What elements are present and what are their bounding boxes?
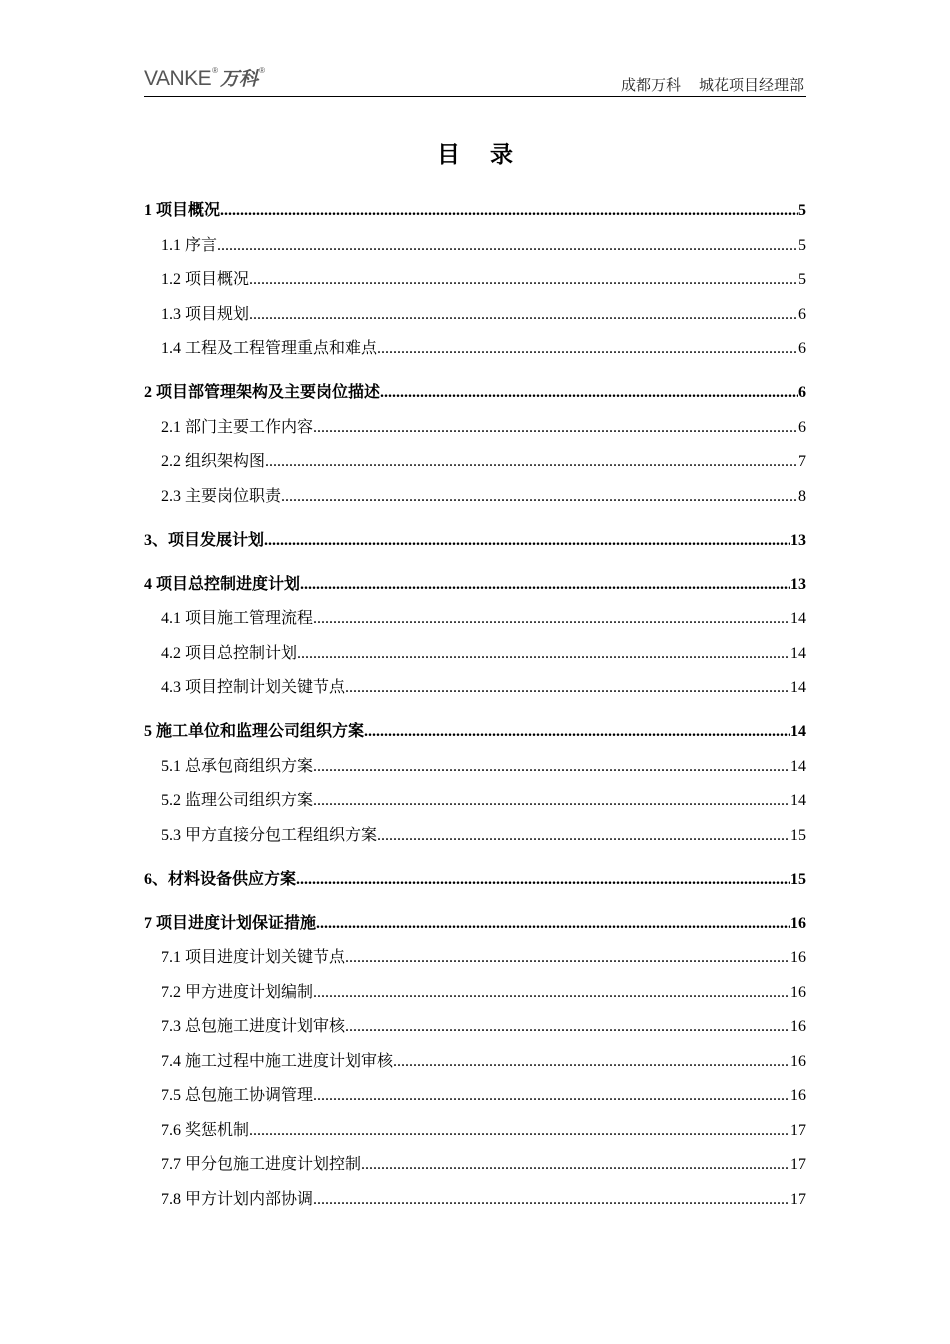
toc-dot-leader bbox=[249, 271, 798, 289]
vanke-logo bbox=[144, 66, 267, 94]
page-header bbox=[144, 64, 806, 97]
toc-entry-title: 1.2 项目概况 bbox=[161, 271, 250, 288]
toc-section-entry[interactable] bbox=[144, 1117, 806, 1140]
toc-entry-title: 7 项目进度计划保证措施 bbox=[144, 915, 317, 932]
toc-page-number: 17 bbox=[790, 1156, 806, 1173]
toc-page-number: 16 bbox=[790, 915, 806, 932]
toc-chapter-entry[interactable] bbox=[144, 197, 806, 220]
toc-page-number: 6 bbox=[798, 384, 806, 401]
toc-entry-title: 7.8 甲方计划内部协调 bbox=[161, 1191, 314, 1208]
logo-chinese: 万科 bbox=[220, 68, 259, 90]
toc-page-number: 5 bbox=[798, 237, 806, 254]
toc-page-number: 16 bbox=[790, 949, 806, 966]
toc-page-number: 14 bbox=[790, 758, 806, 775]
toc-page-number: 13 bbox=[790, 532, 806, 549]
toc-page-number: 13 bbox=[790, 576, 806, 593]
toc-dot-leader bbox=[345, 949, 790, 967]
toc-dot-leader bbox=[364, 723, 790, 741]
toc-dot-leader bbox=[345, 1018, 790, 1036]
toc-entry-title: 4 项目总控制进度计划 bbox=[144, 576, 301, 593]
toc-page-number: 16 bbox=[790, 1018, 806, 1035]
toc-dot-leader bbox=[249, 1122, 790, 1140]
toc-page-number: 6 bbox=[798, 419, 806, 436]
toc-dot-leader bbox=[220, 202, 798, 220]
toc-section-entry[interactable] bbox=[144, 1082, 806, 1105]
toc-page-number: 6 bbox=[798, 306, 806, 323]
toc-dot-leader bbox=[217, 237, 798, 255]
toc-dot-leader bbox=[249, 306, 798, 324]
toc-entry-title: 7.7 甲分包施工进度计划控制 bbox=[161, 1156, 362, 1173]
toc-page-number: 15 bbox=[790, 871, 806, 888]
toc-page-number: 14 bbox=[790, 792, 806, 809]
toc-entry-title: 4.2 项目总控制计划 bbox=[161, 645, 298, 662]
registered-mark-2: ® bbox=[259, 66, 265, 75]
toc-section-entry[interactable] bbox=[144, 232, 806, 255]
toc-dot-leader bbox=[313, 758, 790, 776]
toc-section-entry[interactable] bbox=[144, 414, 806, 437]
toc-section-entry[interactable] bbox=[144, 266, 806, 289]
toc-chapter-entry[interactable] bbox=[144, 379, 806, 402]
header-company: 成都万科 bbox=[620, 78, 681, 94]
toc-dot-leader bbox=[377, 827, 790, 845]
toc-dot-leader bbox=[313, 419, 798, 437]
toc-entry-title: 2.1 部门主要工作内容 bbox=[161, 419, 314, 436]
toc-section-entry[interactable] bbox=[144, 301, 806, 324]
toc-section-entry[interactable] bbox=[144, 1151, 806, 1174]
toc-entry-title: 1.3 项目规划 bbox=[161, 306, 250, 323]
toc-section-entry[interactable] bbox=[144, 787, 806, 810]
toc-chapter-entry[interactable] bbox=[144, 718, 806, 741]
toc-chapter-entry[interactable] bbox=[144, 910, 806, 933]
toc-section-entry[interactable] bbox=[144, 822, 806, 845]
toc-dot-leader bbox=[300, 576, 790, 594]
toc-entry-title: 5 施工单位和监理公司组织方案 bbox=[144, 723, 365, 740]
toc-entry-title: 2.3 主要岗位职责 bbox=[161, 488, 282, 505]
toc-chapter-entry[interactable] bbox=[144, 571, 806, 594]
toc-page-number: 5 bbox=[798, 202, 806, 219]
toc-chapter-entry[interactable] bbox=[144, 866, 806, 889]
toc-entry-title: 5.3 甲方直接分包工程组织方案 bbox=[161, 827, 378, 844]
toc-section-entry[interactable] bbox=[144, 1013, 806, 1036]
toc-dot-leader bbox=[313, 792, 790, 810]
registered-mark: ® bbox=[212, 66, 219, 75]
toc-entry-title: 2.2 组织架构图 bbox=[161, 453, 266, 470]
toc-entry-title: 1.4 工程及工程管理重点和难点 bbox=[161, 340, 378, 357]
toc-entry-title: 2 项目部管理架构及主要岗位描述 bbox=[144, 384, 381, 401]
toc-dot-leader bbox=[345, 679, 790, 697]
toc-page-number: 14 bbox=[790, 723, 806, 740]
logo-wordmark: VANKE bbox=[144, 67, 212, 90]
toc-page-number: 15 bbox=[790, 827, 806, 844]
header-dept: 城花项目经理部 bbox=[698, 78, 804, 94]
toc-page-number: 5 bbox=[798, 271, 806, 288]
toc-chapter-entry[interactable] bbox=[144, 527, 806, 550]
toc-section-entry[interactable] bbox=[144, 1048, 806, 1071]
toc-title: 目录 bbox=[437, 142, 543, 167]
toc-dot-leader bbox=[313, 610, 790, 628]
toc-dot-leader bbox=[393, 1053, 790, 1071]
toc-page-number: 16 bbox=[790, 1087, 806, 1104]
toc-entry-title: 4.1 项目施工管理流程 bbox=[161, 610, 314, 627]
toc-entry-title: 1 项目概况 bbox=[144, 202, 221, 219]
toc-entry-title: 5.1 总承包商组织方案 bbox=[161, 758, 314, 775]
toc-dot-leader bbox=[313, 1191, 790, 1209]
toc-section-entry[interactable] bbox=[144, 640, 806, 663]
toc-page-number: 16 bbox=[790, 984, 806, 1001]
toc-entry-title: 7.3 总包施工进度计划审核 bbox=[161, 1018, 346, 1035]
toc-entry-title: 7.4 施工过程中施工进度计划审核 bbox=[161, 1053, 394, 1070]
toc-page-number: 16 bbox=[790, 1053, 806, 1070]
toc-page-number: 6 bbox=[798, 340, 806, 357]
toc-entry-title: 7.2 甲方进度计划编制 bbox=[161, 984, 314, 1001]
toc-entry-title: 7.6 奖惩机制 bbox=[161, 1122, 250, 1139]
toc-entry-title: 5.2 监理公司组织方案 bbox=[161, 792, 314, 809]
toc-dot-leader bbox=[361, 1156, 790, 1174]
toc-dot-leader bbox=[296, 871, 790, 889]
toc-section-entry[interactable] bbox=[144, 674, 806, 697]
toc-section-entry[interactable] bbox=[144, 335, 806, 358]
toc-page-number: 8 bbox=[798, 488, 806, 505]
toc-dot-leader bbox=[380, 384, 798, 402]
toc-section-entry[interactable] bbox=[144, 605, 806, 628]
toc-entry-title: 6、材料设备供应方案 bbox=[144, 871, 297, 888]
toc-entry-title: 4.3 项目控制计划关键节点 bbox=[161, 679, 346, 696]
toc-section-entry[interactable] bbox=[144, 1186, 806, 1209]
toc-section-entry[interactable] bbox=[144, 753, 806, 776]
toc-dot-leader bbox=[264, 532, 790, 550]
toc-page-number: 17 bbox=[790, 1191, 806, 1208]
toc-entry-title: 7.5 总包施工协调管理 bbox=[161, 1087, 314, 1104]
toc-section-entry[interactable] bbox=[144, 944, 806, 967]
toc-section-entry[interactable] bbox=[144, 448, 806, 471]
toc-page-number: 14 bbox=[790, 610, 806, 627]
toc-entry-title: 7.1 项目进度计划关键节点 bbox=[161, 949, 346, 966]
toc-dot-leader bbox=[297, 645, 790, 663]
toc-page-number: 14 bbox=[790, 645, 806, 662]
toc-entry-title: 1.1 序言 bbox=[161, 237, 218, 254]
toc-dot-leader bbox=[377, 340, 798, 358]
toc-dot-leader bbox=[313, 984, 790, 1002]
toc-dot-leader bbox=[316, 915, 790, 933]
toc-section-entry[interactable] bbox=[144, 979, 806, 1002]
toc-entry-title: 3、项目发展计划 bbox=[144, 532, 265, 549]
toc-page-number: 17 bbox=[790, 1122, 806, 1139]
toc-section-entry[interactable] bbox=[144, 483, 806, 506]
header-department bbox=[621, 74, 804, 95]
toc-dot-leader bbox=[281, 488, 798, 506]
toc-page-number: 7 bbox=[798, 453, 806, 470]
toc-page-number: 14 bbox=[790, 679, 806, 696]
toc-dot-leader bbox=[313, 1087, 790, 1105]
toc-dot-leader bbox=[265, 453, 798, 471]
